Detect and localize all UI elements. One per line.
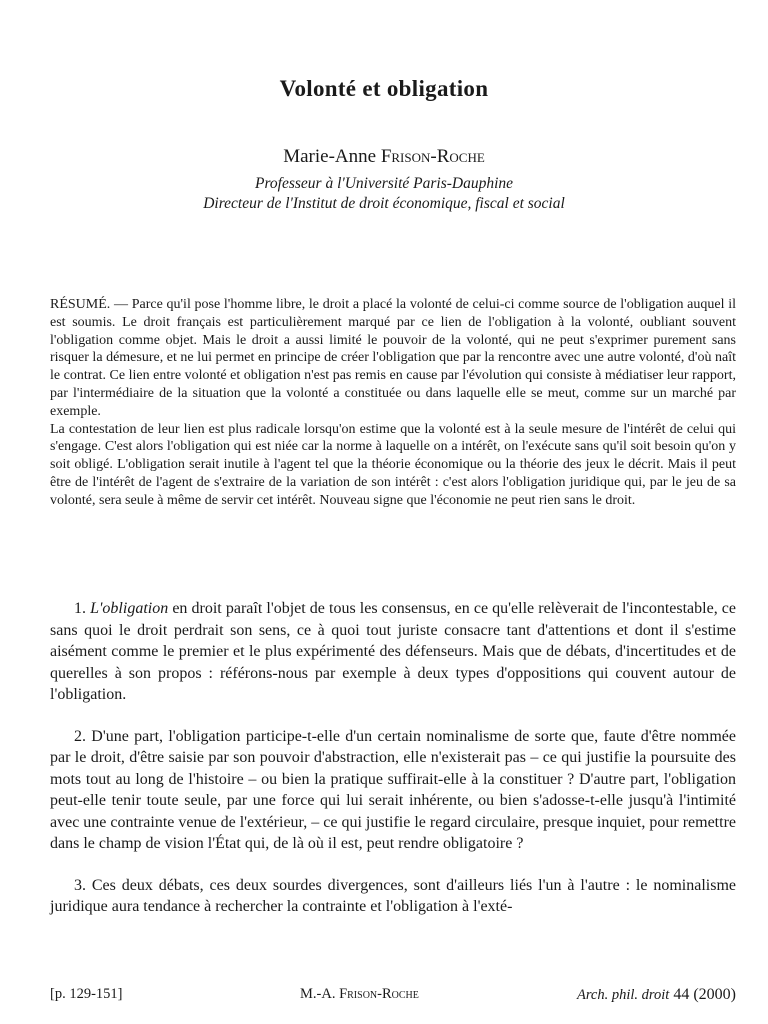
footer-journal-citation [577,986,736,1004]
article-body [50,598,736,938]
body-paragraph-1-text: en droit paraît l'objet de tous les consensus, en ce qu'elle relèverait de l'incontestable, ce sans quoi le droit perdrait son sens, ce à quoi tout juriste consacre tant d'attentions et dont il s'estime aisément comme le premier et le plus expérimenté des défenseurs. Mais que de débats, d'incertitudes et de querelles à son propos : référons-nous par exemple à deux types d'oppositions qui couvent autour de l'obligation. [50,600,737,703]
footer-page-range: [p. 129-151] [50,986,123,1002]
author-last-name: Frison-Roche [380,146,485,167]
abstract-label: RÉSUMÉ. [50,297,111,312]
abstract-paragraph-2: La contestation de leur lien est plus radicale lorsqu'on estime que la volonté est à la seule mesure de l'intérêt de celui qui s'engage. C'est alors l'obligation qui est niée car la norme à laquelle on a intérêt, on l'exécute sans qu'il soit besoin qu'on y soit obligé. L'obligation serait inutile à l'agent tel que la théorie économique ou la théorie des jeux le décrit. Mais il peut être de l'intérêt de l'agent de s'extraire de la variation de son intérêt : c'est alors l'obligation juridique qui, par le jeu de sa volonté, sera seule à même de servir cet intérêt. Nouveau signe que l'économie ne peut rien sans le droit. [50,421,736,508]
body-paragraph-3: 3. Ces deux débats, ces deux sourdes divergences, sont d'ailleurs liés l'un à l'autre : le nominalisme juridique aura tendance à rechercher la contrainte et l'obligation à l'exté- [50,876,736,915]
footer-running-author [300,986,419,1003]
page-footer [50,986,736,1008]
author-first-name: Marie-Anne [283,146,381,167]
footer-journal-name: Arch. phil. droit [576,987,670,1003]
article-title: Volonté et obligation [279,76,489,101]
emphasis-term: L'obligation [90,600,169,617]
abstract [50,296,736,510]
author-name [0,146,768,168]
abstract-paragraph-1 [50,296,736,421]
footer-author-last: Frison-Roche [339,986,419,1002]
author-affiliation-1: Professeur à l'Université Paris-Dauphine [254,175,514,192]
author-affiliation-2: Directeur de l'Institut de droit économique, fiscal et social [203,195,565,212]
paragraph-number: 1. [74,600,91,617]
footer-volume: 44 (2000) [669,986,736,1003]
body-paragraph-1 [50,598,736,706]
footer-author-initials: M.-A. [300,986,340,1002]
body-paragraph-2: 2. D'une part, l'obligation participe-t-elle d'un certain nominalisme de sorte que, faute d'être nommée par le droit, d'être saisie par son pouvoir d'abstraction, elle n'existerait pas – ce qui justifie la poursuite des mots tout au long de l'histoire – ou bien la pratique suffirait-elle à la constituer ? D'autre part, l'obligation peut-elle tenir toute seule, par une force qui lui serait inhérente, ou bien s'adosse-t-elle jusqu'à l'intimité avec une contrainte venue de l'extérieur, – ce qui justifie le regard circulaire, presque inquiet, pour remettre dans le champ de vision l'État qui, de là où il est, peut rendre obligatoire ? [50,727,736,852]
abstract-text-1: — Parce qu'il pose l'homme libre, le droit a placé la volonté de celui-ci comme source de l'obligation auquel il est soumis. Le droit français est particulièrement marqué par ce lien de l'obligation à la volonté, oubliant souvent l'obligation comme objet. Mais le droit a aussi limité le pouvoir de la volonté, qui ne peut s'exprimer purement sans risquer la démesure, et ne lui permet en principe de créer l'obligation que par la rencontre avec une autre volonté, d'où naît le contrat. Ce lien entre volonté et obligation n'est pas remis en cause par l'évolution qui consiste à médiatiser leur rapport, par l'intermédiaire de la situation que la volonté a constituée ou dans laquelle elle se meut, comme sur un marché par exemple. [50,297,736,419]
